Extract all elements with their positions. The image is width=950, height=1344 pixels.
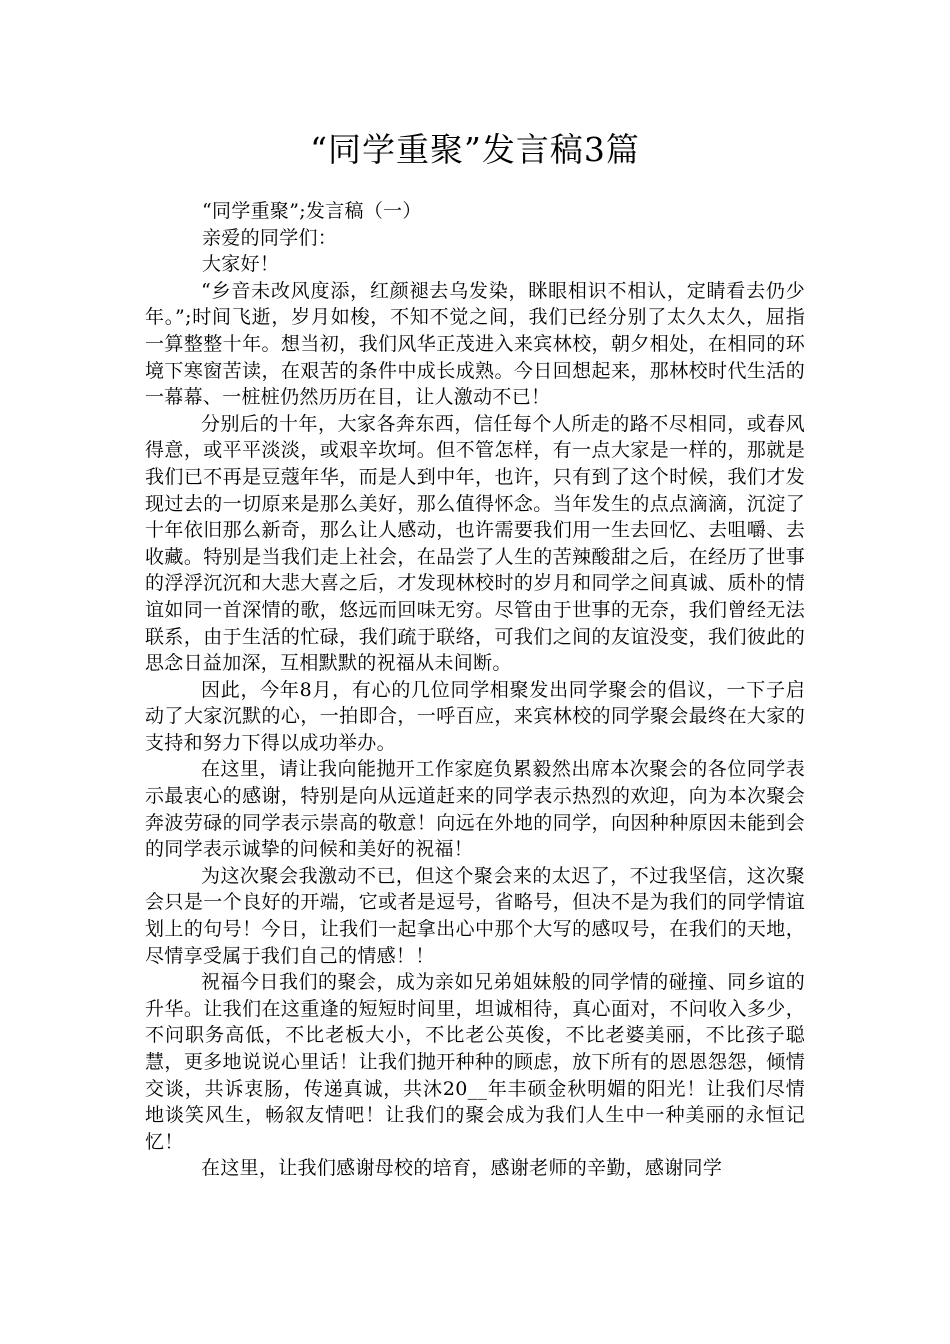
paragraph: 祝福今日我们的聚会，成为亲如兄弟姐妹般的同学情的碰撞、同乡谊的升华。让我们在这重逢的短短时间里，坦诚相待，真心面对，不问收入多少，不问职务高低，不比老板大小，不比老公英俊，不比老婆美丽，不比孩子聪慧，更多地说说心里话！让我们抛开种种的顾虑，放下所有的恩恩怨怨，倾情交谈，共诉衷肠，传递真诚，共沐20__年丰硕金秋明媚的阳光！让我们尽情地谈笑风生，畅叙友情吧！让我们的聚会成为我们人生中一种美丽的永恒记忆！ xyxy=(145,971,805,1153)
paragraph: 因此，今年8月，有心的几位同学相聚发出同学聚会的倡议，一下子启动了大家沉默的心，一拍即合，一呼百应，来宾林校的同学聚会最终在大家的支持和努力下得以成功举办。 xyxy=(145,678,805,754)
greeting: 大家好！ xyxy=(202,253,280,276)
section-heading: “同学重聚”;发言稿（一） xyxy=(202,200,422,222)
document-title: “同学重聚”发言稿3篇 xyxy=(310,130,640,169)
paragraph: 在这里，让我们感谢母校的培育，感谢老师的辛勤，感谢同学 xyxy=(201,1157,723,1180)
document-body xyxy=(145,198,805,1182)
paragraph: “乡音未改风度添，红颜褪去乌发染，眯眼相识不相认，定睛看去仍少年。”;时间飞逝，岁月如梭，不知不觉之间，我们已经分别了太久太久，屈指一算整整十年。想当初，我们风华正茂进入来宾林校，朝夕相处，在相同的环境下寒窗苦读，在艰苦的条件中成长成熟。今日回想起来，那林校时代生活的一幕幕、一桩桩仍然历历在目，让人激动不已！ xyxy=(145,279,805,409)
salutation: 亲爱的同学们： xyxy=(202,226,338,249)
paragraph: 分别后的十年，大家各奔东西，信任每个人所走的路不尽相同，或春风得意，或平平淡淡，或艰辛坎坷。但不管怎样，有一点大家是一样的，那就是我们已不再是豆蔻年华，而是人到中年，也许，只有到了这个时候，我们才发现过去的一切原来是那么美好，那么值得怀念。当年发生的点点滴滴，沉淀了十年依旧那么新奇，那么让人感动，也许需要我们用一生去回忆、去咀嚼、去收藏。特别是当我们走上社会，在品尝了人生的苦辣酸甜之后，在经历了世事的浮浮沉沉和大悲大喜之后，才发现林校时的岁月和同学之间真诚、质朴的情谊如同一首深情的歌，悠远而回味无穷。尽管由于世事的无奈，我们曾经无法联系，由于生活的忙碌，我们疏于联络，可我们之间的友谊没变，我们彼此的思念日益加深，互相默默的祝福从未间断。 xyxy=(145,412,805,675)
paragraph: 在这里，请让我向能抛开工作家庭负累毅然出席本次聚会的各位同学表示最衷心的感谢，特别是向从远道赶来的同学表示热烈的欢迎，向为本次聚会奔波劳碌的同学表示崇高的敬意！向远在外地的同学，向因种种原因未能到会的同学表示诚挚的问候和美好的祝福！ xyxy=(145,758,805,861)
paragraph: 为这次聚会我激动不已，但这个聚会来的太迟了，不过我坚信，这次聚会只是一个良好的开端，它或者是逗号，省略号，但决不是为我们的同学情谊划上的句号！今日，让我们一起拿出心中那个大写的感叹号，在我们的天地，尽情享受属于我们自己的情感！！ xyxy=(145,864,805,967)
